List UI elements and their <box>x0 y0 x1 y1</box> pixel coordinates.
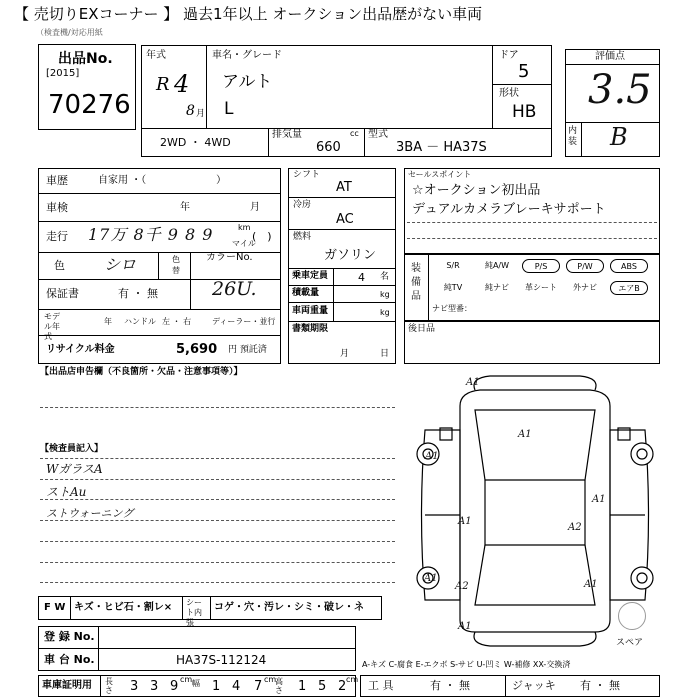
interior: B <box>610 123 628 151</box>
damage-mark-10: A1 <box>458 621 472 632</box>
color-label: 色 <box>54 259 65 272</box>
shift-label: シフト <box>293 170 321 180</box>
hgt-cm: cm <box>346 675 359 684</box>
weight-unit: kg <box>380 308 390 317</box>
interior-label: 内装 <box>568 126 578 147</box>
inspector-note-2: ストAu <box>46 485 87 499</box>
month: 8 <box>186 103 195 119</box>
doors-label: ドア <box>499 50 519 61</box>
len-d1: 3 <box>130 679 139 694</box>
inspector-label: 【検査員記入】 <box>40 444 104 454</box>
inspection-label: 車検 <box>46 201 68 214</box>
load-unit: kg <box>380 290 390 299</box>
spare-label: スペア <box>616 638 644 648</box>
lot-label: 出品No. <box>58 51 113 67</box>
equipment-label: 装備品 <box>411 263 421 302</box>
load-label: 積載量 <box>292 288 320 298</box>
mileage-value: 17万 8千 9 8 9 <box>88 225 214 244</box>
fw-scratch-label: キズ・ヒビ石・割レ× <box>74 602 173 613</box>
drive: 2WD ・ 4WD <box>160 136 231 149</box>
inspector-note-3: ストウォーニング <box>46 507 134 520</box>
chassis-label: 車 台 No. <box>44 653 95 666</box>
damage-mark-6: A2 <box>568 522 582 533</box>
equipment-item: 革シート <box>525 283 557 292</box>
wid-d3: 7 <box>254 679 263 694</box>
jack-value: 有 ・ 無 <box>580 679 620 692</box>
equipment-item: 純TV <box>443 283 463 292</box>
mileage-paren: ( ) <box>252 230 272 243</box>
hgt-d3: 2 <box>338 679 347 694</box>
fw-label: F W <box>44 602 66 613</box>
car-grade: L <box>224 99 234 119</box>
displacement-label: 排気量 <box>272 129 302 140</box>
seat-label: シート内張 <box>186 598 202 627</box>
capacity-unit: 名 <box>380 272 390 282</box>
cooling: AC <box>336 212 354 227</box>
len-label: 長さ <box>105 677 113 695</box>
model-year-label: 年式 <box>146 50 166 61</box>
capacity: 4 <box>358 271 365 284</box>
displacement: 660 <box>316 140 341 155</box>
fuel-label: 燃料 <box>293 232 312 242</box>
car-name: アルト <box>222 72 273 92</box>
recycle-value: 5,690 <box>176 342 218 357</box>
len-cm: cm <box>180 675 193 684</box>
damage-mark-2: A1 <box>518 429 532 440</box>
jack-label: ジャッキ <box>512 679 556 692</box>
damage-mark-8: A2 <box>455 581 469 592</box>
damage-mark-7: A1 <box>424 573 438 584</box>
wid-d2: 4 <box>232 679 241 694</box>
lot-year-tag: [2015] <box>46 68 80 79</box>
sales-line-1: ☆オークション初出品 <box>412 183 541 198</box>
spare-tire-icon <box>618 602 646 630</box>
equipment-item: エアB <box>610 281 648 295</box>
len-d3: 9 <box>170 679 179 694</box>
recycle-label: リサイクル料金 <box>46 344 115 355</box>
equipment-item: 純A/W <box>484 261 510 270</box>
score-label: 評価点 <box>595 51 625 62</box>
fuel: ガソリン <box>324 248 377 263</box>
cert-label: 車庫証明用 <box>42 680 92 691</box>
weight-label: 車両重量 <box>292 306 329 316</box>
after-label: 後日品 <box>408 324 436 334</box>
dealer-label: ディーラー・並行 <box>212 317 276 326</box>
equipment-item: P/W <box>566 259 604 273</box>
len-d2: 3 <box>150 679 159 694</box>
sales-line-2: デュアルカメラブレーキサポート <box>412 202 606 217</box>
seat-text: コゲ・穴・汚レ・シミ・破レ・ネ <box>214 602 364 613</box>
damage-mark-1: A1 <box>466 377 480 388</box>
repaint-label: 色替 <box>172 255 180 275</box>
equipment-item: P/S <box>522 259 560 273</box>
tools-value: 有 ・ 無 <box>430 679 470 692</box>
banner-cutoff: （検査機/対応用紙 <box>36 28 103 37</box>
inspector-note-1: WガラスA <box>46 462 103 476</box>
after-box <box>404 321 660 364</box>
wid-d1: 1 <box>212 679 221 694</box>
warranty-value: 有 ・ 無 <box>118 287 158 300</box>
shape-label: 形状 <box>499 88 519 99</box>
warranty-label: 保証書 <box>46 287 79 300</box>
inspection-month-unit: 月 <box>250 202 260 213</box>
year: 4 <box>174 70 190 98</box>
equipment-item: 外ナビ <box>573 283 597 292</box>
mile-label: マイル <box>232 239 256 248</box>
name-label: 車名・グレード <box>212 50 282 61</box>
mileage-label: 走行 <box>46 230 68 243</box>
color-no-label: カラーNo. <box>206 252 253 263</box>
declaration-label: 【出品店申告欄（不良箇所・欠品・注意事項等）】 <box>40 367 243 377</box>
handle-label: ハンドル <box>124 317 156 326</box>
doc-label: 書類期限 <box>292 324 329 334</box>
hgt-d2: 5 <box>318 679 327 694</box>
km-label: km <box>238 223 251 232</box>
damage-mark-5: A1 <box>458 516 472 527</box>
shift: AT <box>336 180 352 195</box>
damage-mark-3: A1 <box>425 451 439 462</box>
tools-label: 工 具 <box>368 679 394 692</box>
model-label: 型式 <box>368 129 388 140</box>
inspection-year-unit: 年 <box>180 202 190 213</box>
doc-day: 日 <box>380 349 390 359</box>
model-code: 3BA － HA37S <box>396 140 487 155</box>
history-label: 車歴 <box>46 174 68 187</box>
shape: HB <box>512 102 537 122</box>
banner-title: 【 売切りEXコーナー 】 過去1年以上 オークション出品歴がない車両 <box>14 5 483 23</box>
history-value: 自家用 ・（ ） <box>98 175 227 186</box>
wid-cm: cm <box>264 675 277 684</box>
model-row-label: モデル年式 <box>44 312 60 341</box>
cc-unit: cc <box>350 129 359 138</box>
handle-value: 左 ・ 右 <box>162 317 192 326</box>
recycle-unit: 円 預託済 <box>228 345 267 355</box>
hgt-label: 高さ <box>275 677 283 695</box>
doors: 5 <box>518 61 530 82</box>
reg-label: 登 録 No. <box>44 630 95 643</box>
equipment-item: ABS <box>610 259 648 273</box>
color-value: シロ <box>104 255 137 274</box>
navi-label: ナビ型番： <box>432 304 472 313</box>
wid-label: 幅 <box>192 679 200 688</box>
score: 3.5 <box>588 67 652 113</box>
damage-mark-9: A1 <box>584 579 598 590</box>
sales-label: セールスポイント <box>408 170 472 179</box>
damage-legend: A-キズ C-腐食 E-エクボ S-サビ U-凹ミ W-補修 XX-交換済 <box>362 660 571 669</box>
equipment-item: S/R <box>446 261 460 270</box>
model-year-short: 年 <box>104 317 112 326</box>
doc-month: 月 <box>340 349 350 359</box>
equipment-item: 純ナビ <box>485 283 509 292</box>
color-no: 26U. <box>212 278 257 300</box>
cooling-label: 冷房 <box>293 200 312 210</box>
damage-mark-4: A1 <box>592 494 606 505</box>
chassis-no: HA37S-112124 <box>176 653 267 667</box>
capacity-label: 乗車定員 <box>292 271 329 281</box>
month-unit: 月 <box>196 109 206 119</box>
hgt-d1: 1 <box>298 679 307 694</box>
era: R <box>156 74 170 95</box>
lot-number: 70276 <box>48 90 131 120</box>
